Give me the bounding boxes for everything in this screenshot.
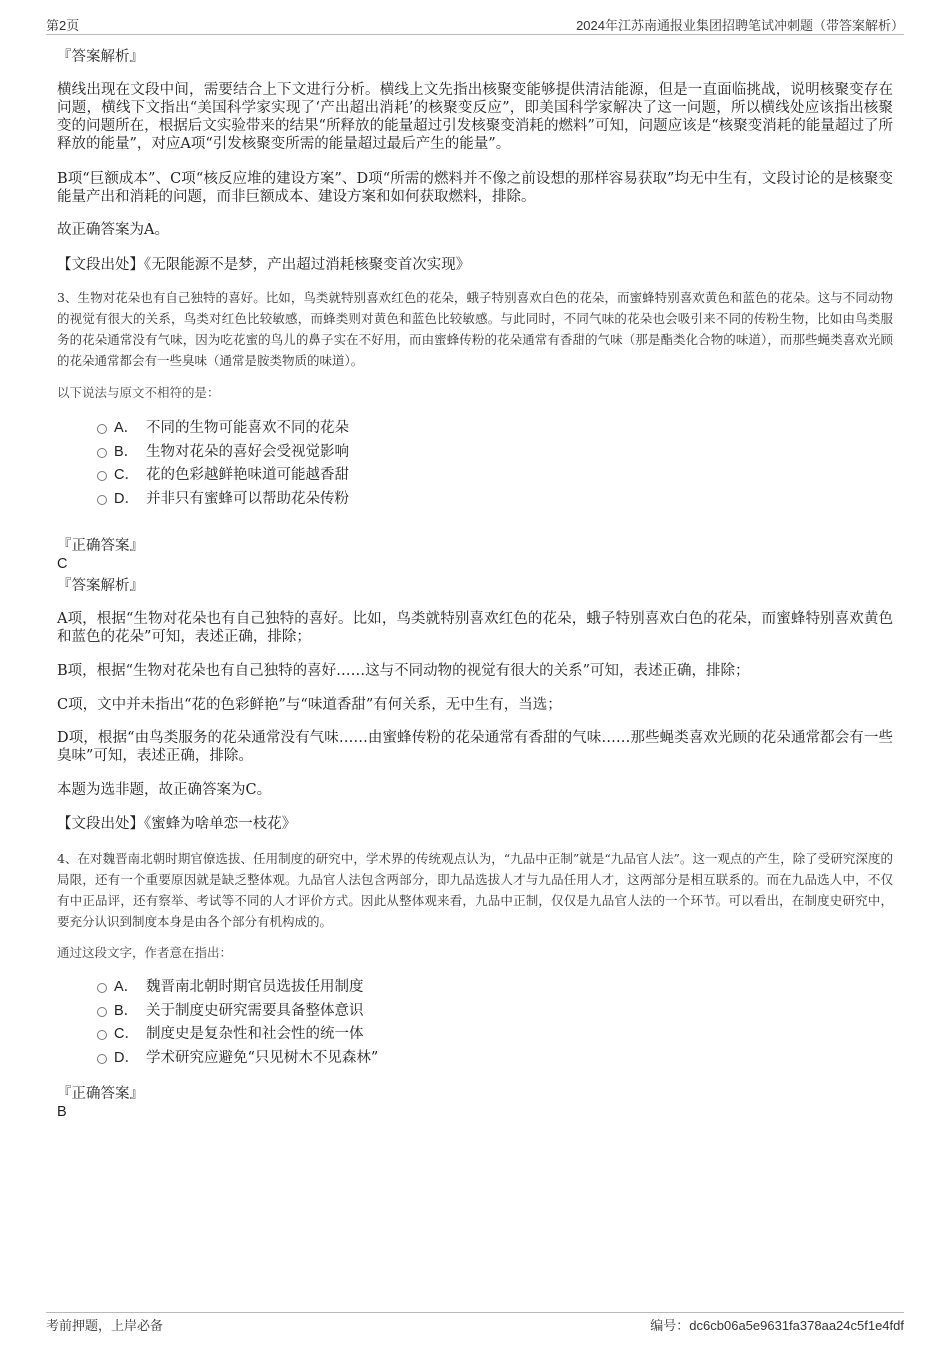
page-header: [46, 14, 904, 35]
q4-answer-label: 『正确答案』: [57, 1086, 144, 1102]
radio-button-icon[interactable]: [97, 983, 107, 993]
q3-prompt: 以下说法与原文不相符的是：: [57, 385, 220, 400]
radio-button-icon[interactable]: [97, 424, 107, 434]
q2-analysis-paragraph-2: B项“巨额成本”、C项“核反应堆的建设方案”、D项“所需的燃料并不像之前设想的那样容易获取”均无中生有，文段讨论的是核聚变能量产出和消耗的问题，而非巨额成本、建设方案和如何获取燃料，排除。: [57, 171, 893, 205]
q2-analysis-label: 『答案解析』: [57, 49, 144, 65]
radio-button-icon[interactable]: [97, 495, 107, 505]
footer-slogan: 考前押题，上岸必备: [46, 1318, 164, 1333]
q3-source: 【文段出处】《蜜蜂为啥单恋一枝花》: [57, 816, 297, 832]
q3-analysis-label: 『答案解析』: [57, 578, 144, 594]
q3-analysis-a: A项，根据“生物对花朵也有自己独特的喜好。比如，鸟类就特别喜欢红色的花朵，蛾子特别喜欢白色的花朵，而蜜蜂特别喜欢黄色和蓝色的花朵”可知，表述正确，排除；: [57, 611, 893, 645]
q4-answer: B: [57, 1104, 67, 1120]
q4-prompt: 通过这段文字，作者意在指出：: [57, 945, 233, 960]
q3-option-d[interactable]: D． 并非只有蜜蜂可以帮助花朵传粉: [94, 488, 794, 512]
q3-options: [94, 417, 794, 511]
radio-button-icon[interactable]: [97, 471, 107, 481]
q3-stem: 3、生物对花朵也有自己独特的喜好。比如，鸟类就特别喜欢红色的花朵，蛾子特别喜欢白色的花朵，而蜜蜂特别喜欢黄色和蓝色的花朵。这与不同动物的视觉有很大的关系，鸟类对红色比较敏感，而蜂类则对黄色和蓝色比较敏感。与此同时，不同气味的花朵也会吸引来不同的传粉生物，比如由鸟类服务的花朵通常没有气味，因为吃花蜜的鸟儿的鼻子实在不好用，而由蜜蜂传粉的花朵通常有香甜的气味（那是酯类化合物的味道），而那些蝇类喜欢光顾的花朵通常都会有一些臭味（通常是胺类物质的味道）。: [57, 290, 893, 368]
q2-conclusion: 故正确答案为A。: [57, 222, 169, 238]
q3-answer-label: 『正确答案』: [57, 538, 144, 554]
radio-button-icon[interactable]: [97, 1007, 107, 1017]
q4-option-a[interactable]: A． 魏晋南北朝时期官员选拔任用制度: [94, 976, 794, 1000]
q3-answer: C: [57, 556, 68, 572]
page-number: 第2页: [46, 18, 80, 33]
radio-button-icon[interactable]: [97, 448, 107, 458]
q3-option-c[interactable]: C． 花的色彩越鲜艳味道可能越香甜: [94, 464, 794, 488]
q4-option-c[interactable]: C． 制度史是复杂性和社会性的统一体: [94, 1023, 794, 1047]
q3-analysis-b: B项，根据“生物对花朵也有自己独特的喜好……这与不同动物的视觉有很大的关系”可知，表述正确，排除；: [57, 663, 750, 679]
q4-options: [94, 976, 794, 1070]
q3-analysis-c: C项，文中并未指出“花的色彩鲜艳”与“味道香甜”有何关系，无中生有，当选；: [57, 697, 562, 713]
q2-source: 【文段出处】《无限能源不是梦，产出超过消耗核聚变首次实现》: [57, 257, 471, 273]
q3-conclusion: 本题为选非题，故正确答案为C。: [57, 782, 272, 798]
document-title: 2024年江苏南通报业集团招聘笔试冲刺题（带答案解析）: [576, 18, 904, 33]
q4-stem: 4、在对魏晋南北朝时期官僚选拔、任用制度的研究中，学术界的传统观点认为，“九品中正制”就是“九品官人法”。这一观点的产生，除了受研究深度的局限，还有一个重要原因就是缺乏整体观。九品官人法包含两部分，即九品选拔人才与九品任用人才，这两部分是相互联系的。而在九品选人中，不仅有中正品评，还有察举、考试等不同的人才评价方式。因此从整体观来看，九品中正制，仅仅是九品官人法的一个环节。可以看出，在制度史研究中，要充分认识到制度本身是由各个部分有机构成的。: [57, 851, 893, 929]
q3-analysis-d: D项，根据“由鸟类服务的花朵通常没有气味……由蜜蜂传粉的花朵通常有香甜的气味……那些蝇类喜欢光顾的花朵通常都会有一些臭味”可知，表述正确，排除。: [57, 730, 893, 764]
q4-option-d[interactable]: D． 学术研究应避免“只见树木不见森林”: [94, 1047, 794, 1071]
page-footer: [46, 1312, 904, 1333]
document-code: 编号：dc6cb06a5e9631fa378aa24c5f1e4fdf: [650, 1318, 904, 1333]
q3-option-b[interactable]: B． 生物对花朵的喜好会受视觉影响: [94, 441, 794, 465]
radio-button-icon[interactable]: [97, 1030, 107, 1040]
q4-option-b[interactable]: B． 关于制度史研究需要具备整体意识: [94, 1000, 794, 1024]
q3-option-a[interactable]: A． 不同的生物可能喜欢不同的花朵: [94, 417, 794, 441]
radio-button-icon[interactable]: [97, 1054, 107, 1064]
q2-analysis-paragraph-1: 横线出现在文段中间，需要结合上下文进行分析。横线上文先指出核聚变能够提供清洁能源，但是一直面临挑战，说明核聚变存在问题，横线下文指出“美国科学家实现了‘产出超出消耗’的核聚变反应”，即美国科学家解决了这一问题，所以横线处应该指出核聚变的问题所在，根据后文实验带来的结果“所释放的能量超过引发核聚变消耗的燃料”可知，问题应该是“核聚变消耗的能量超过了所释放的能量”，对应A项“引发核聚变所需的能量超过最后产生的能量”。: [57, 82, 893, 152]
